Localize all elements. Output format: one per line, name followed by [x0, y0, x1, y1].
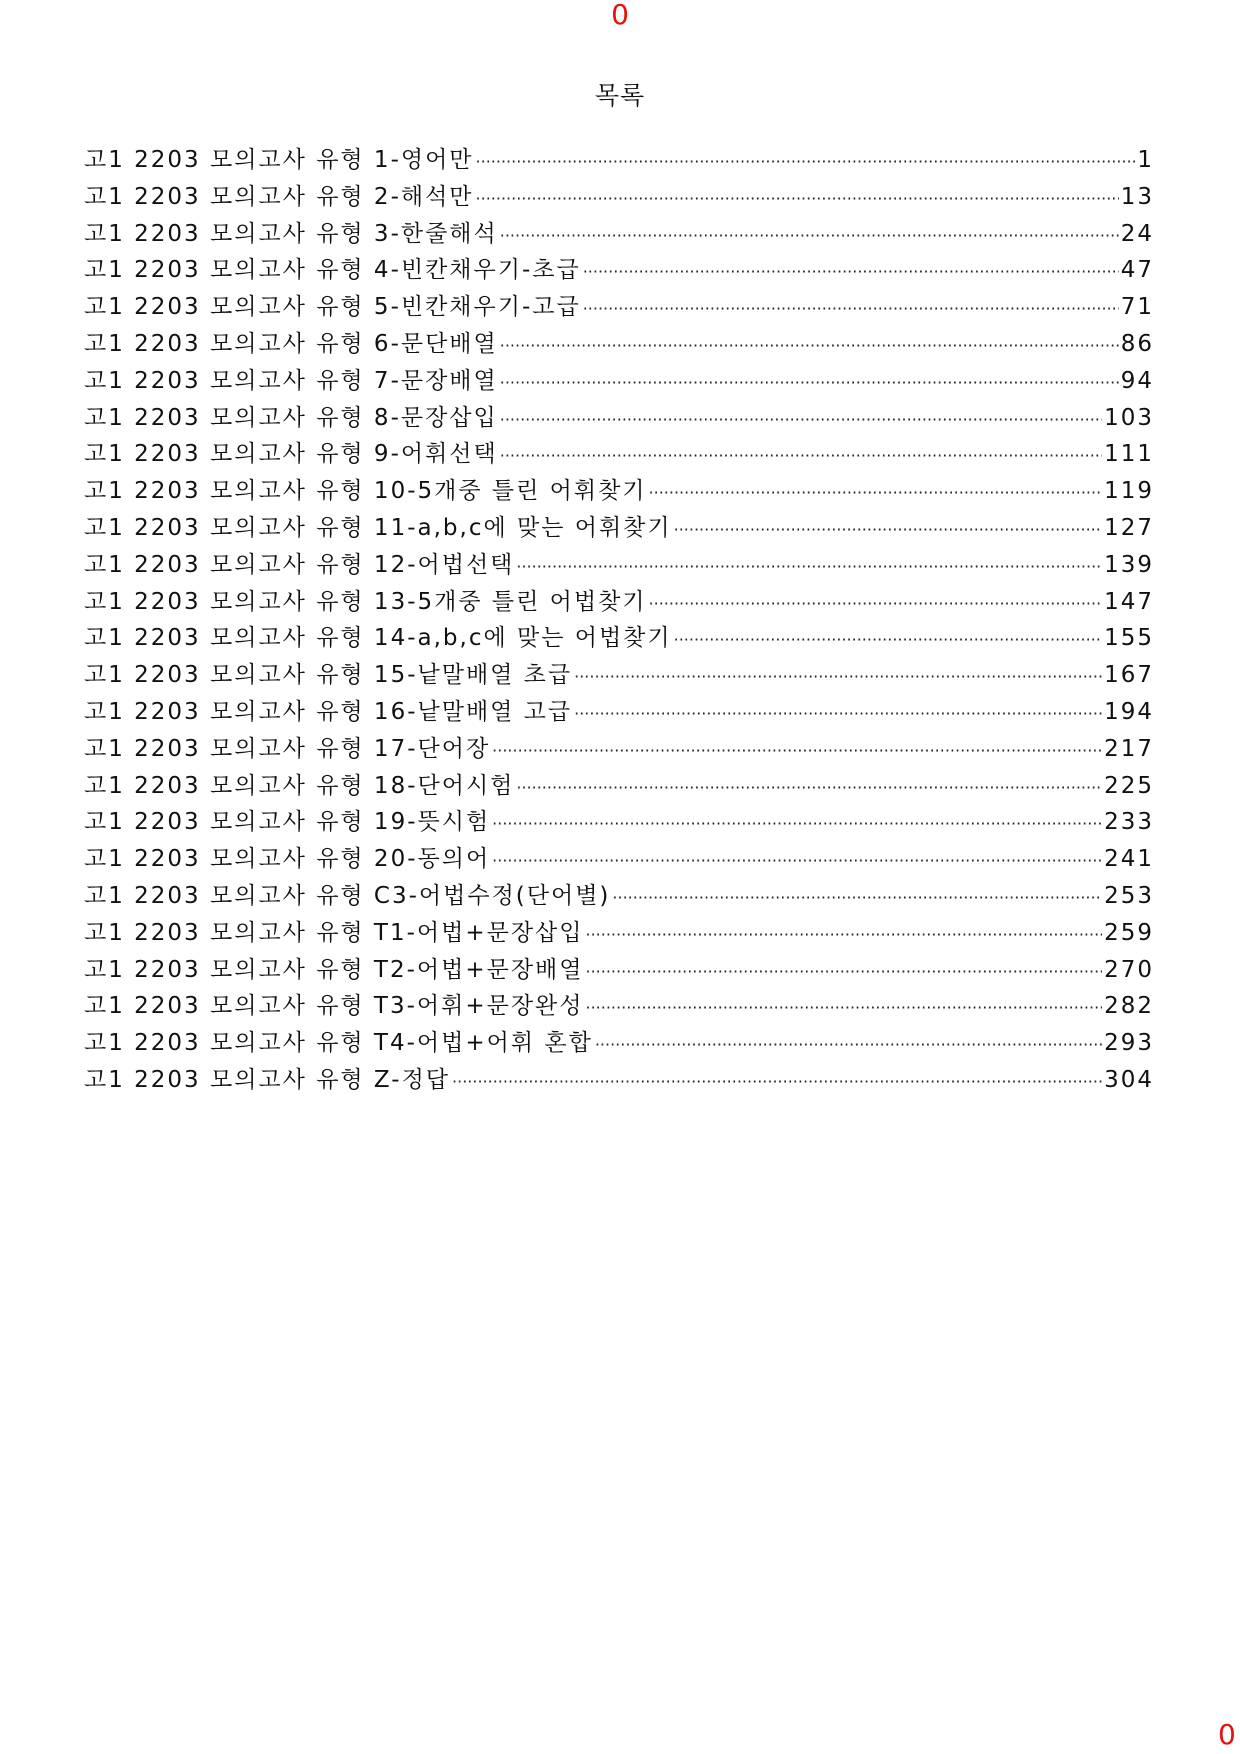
toc-entry[interactable]	[84, 436, 1154, 473]
toc-entry[interactable]	[84, 584, 1154, 621]
toc-entry[interactable]	[84, 768, 1154, 805]
toc-entry-label: 고1 2203 모의고사 유형 18-단어시험	[84, 772, 515, 799]
toc-entry-label: 고1 2203 모의고사 유형 12-어법선택	[84, 551, 515, 578]
toc-entry-page-number: 71	[1120, 294, 1154, 321]
toc-dot-leader	[500, 438, 1102, 475]
toc-entry-page-number: 139	[1104, 551, 1154, 578]
toc-entry-label: 고1 2203 모의고사 유형 2-해석만	[84, 183, 474, 210]
toc-entry-label: 고1 2203 모의고사 유형 10-5개중 틀린 어휘찾기	[84, 478, 647, 505]
toc-dot-leader	[500, 328, 1119, 365]
toc-entry[interactable]	[84, 547, 1154, 584]
toc-entry[interactable]	[84, 179, 1154, 216]
toc-entry-label: 고1 2203 모의고사 유형 4-빈칸채우기-초급	[84, 257, 581, 284]
toc-entry[interactable]	[84, 841, 1154, 878]
toc-entry-label: 고1 2203 모의고사 유형 T3-어휘+문장완성	[84, 993, 584, 1020]
toc-entry-label: 고1 2203 모의고사 유형 T4-어법+어휘 혼합	[84, 1030, 593, 1057]
toc-entry-page-number: 241	[1104, 846, 1154, 873]
toc-entry[interactable]	[84, 620, 1154, 657]
toc-entry-label: 고1 2203 모의고사 유형 15-낱말배열 초급	[84, 662, 573, 689]
toc-entry-page-number: 282	[1104, 993, 1154, 1020]
toc-entry-label: 고1 2203 모의고사 유형 13-5개중 틀린 어법찾기	[84, 588, 647, 615]
toc-entry-label: 고1 2203 모의고사 유형 8-문장삽입	[84, 404, 498, 431]
toc-entry[interactable]	[84, 1062, 1154, 1099]
toc-dot-leader	[574, 696, 1102, 733]
toc-entry-page-number: 86	[1120, 330, 1154, 357]
toc-dot-leader	[476, 181, 1119, 218]
toc-entry-page-number: 194	[1104, 698, 1154, 725]
toc-entry[interactable]	[84, 142, 1154, 179]
toc-entry-page-number: 304	[1104, 1066, 1154, 1093]
toc-entry-label: 고1 2203 모의고사 유형 3-한줄해석	[84, 220, 498, 247]
toc-entry-label: 고1 2203 모의고사 유형 T2-어법+문장배열	[84, 956, 584, 983]
toc-entry-page-number: 293	[1104, 1030, 1154, 1057]
toc-entry[interactable]	[84, 952, 1154, 989]
toc-dot-leader	[500, 402, 1102, 439]
toc-entry-label: 고1 2203 모의고사 유형 14-a,b,c에 맞는 어법찾기	[84, 625, 672, 652]
toc-dot-leader	[586, 917, 1103, 954]
toc-entry-page-number: 167	[1104, 662, 1154, 689]
page-number-top: 0	[611, 0, 629, 31]
toc-entry-label: 고1 2203 모의고사 유형 9-어휘선택	[84, 441, 498, 468]
toc-dot-leader	[452, 1064, 1102, 1101]
toc-entry-label: 고1 2203 모의고사 유형 16-낱말배열 고급	[84, 698, 573, 725]
toc-entry[interactable]	[84, 731, 1154, 768]
toc-entry[interactable]	[84, 326, 1154, 363]
toc-entry[interactable]	[84, 1025, 1154, 1062]
toc-entry[interactable]	[84, 915, 1154, 952]
toc-entry-label: 고1 2203 모의고사 유형 20-동의어	[84, 846, 491, 873]
toc-dot-leader	[583, 254, 1119, 291]
toc-entry-page-number: 94	[1120, 367, 1154, 394]
toc-entry-page-number: 13	[1120, 183, 1154, 210]
toc-entry-page-number: 270	[1104, 956, 1154, 983]
toc-dot-leader	[674, 512, 1102, 549]
page-number-bottom: 0	[1218, 1718, 1236, 1751]
toc-list	[84, 142, 1154, 1099]
toc-entry[interactable]	[84, 252, 1154, 289]
toc-dot-leader	[612, 880, 1102, 917]
toc-entry-page-number: 233	[1104, 809, 1154, 836]
toc-entry-label: 고1 2203 모의고사 유형 19-뜻시험	[84, 809, 491, 836]
toc-entry-page-number: 47	[1120, 257, 1154, 284]
toc-dot-leader	[583, 291, 1119, 328]
toc-entry-page-number: 127	[1104, 514, 1154, 541]
toc-entry-page-number: 147	[1104, 588, 1154, 615]
toc-entry[interactable]	[84, 473, 1154, 510]
toc-entry-page-number: 24	[1120, 220, 1154, 247]
toc-dot-leader	[492, 843, 1102, 880]
toc-dot-leader	[516, 549, 1102, 586]
toc-entry[interactable]	[84, 363, 1154, 400]
toc-entry[interactable]	[84, 988, 1154, 1025]
toc-entry[interactable]	[84, 694, 1154, 731]
toc-dot-leader	[574, 659, 1102, 696]
toc-dot-leader	[586, 990, 1103, 1027]
toc-entry-label: 고1 2203 모의고사 유형 11-a,b,c에 맞는 어휘찾기	[84, 514, 672, 541]
toc-entry-label: 고1 2203 모의고사 유형 C3-어법수정(단어별)	[84, 882, 611, 909]
toc-dot-leader	[649, 586, 1103, 623]
toc-entry-page-number: 155	[1104, 625, 1154, 652]
toc-entry-label: 고1 2203 모의고사 유형 17-단어장	[84, 735, 491, 762]
toc-dot-leader	[476, 144, 1136, 181]
toc-entry[interactable]	[84, 400, 1154, 437]
toc-entry[interactable]	[84, 657, 1154, 694]
toc-entry-page-number: 225	[1104, 772, 1154, 799]
toc-entry-page-number: 1	[1137, 147, 1154, 173]
toc-dot-leader	[492, 806, 1102, 843]
toc-entry-label: 고1 2203 모의고사 유형 T1-어법+문장삽입	[84, 919, 584, 946]
toc-entry-page-number: 217	[1104, 735, 1154, 762]
toc-entry-label: 고1 2203 모의고사 유형 Z-정답	[84, 1066, 451, 1093]
toc-entry-page-number: 253	[1104, 882, 1154, 909]
toc-dot-leader	[674, 622, 1102, 659]
toc-entry-label: 고1 2203 모의고사 유형 7-문장배열	[84, 367, 498, 394]
toc-dot-leader	[492, 733, 1102, 770]
toc-entry[interactable]	[84, 804, 1154, 841]
toc-dot-leader	[649, 475, 1103, 512]
toc-entry-label: 고1 2203 모의고사 유형 6-문단배열	[84, 330, 498, 357]
toc-entry[interactable]	[84, 289, 1154, 326]
toc-entry[interactable]	[84, 878, 1154, 915]
toc-entry-page-number: 111	[1104, 441, 1154, 468]
toc-entry-page-number: 103	[1104, 404, 1154, 431]
toc-entry[interactable]	[84, 510, 1154, 547]
toc-title: 목록	[594, 81, 646, 110]
toc-dot-leader	[500, 365, 1119, 402]
toc-entry-label: 고1 2203 모의고사 유형 1-영어만	[84, 147, 474, 173]
toc-entry[interactable]	[84, 216, 1154, 253]
toc-entry-page-number: 119	[1104, 478, 1154, 505]
toc-entry-label: 고1 2203 모의고사 유형 5-빈칸채우기-고급	[84, 294, 581, 321]
toc-dot-leader	[516, 770, 1102, 807]
toc-dot-leader	[586, 954, 1103, 991]
toc-dot-leader	[500, 218, 1119, 255]
toc-dot-leader	[595, 1027, 1102, 1064]
toc-entry-page-number: 259	[1104, 919, 1154, 946]
